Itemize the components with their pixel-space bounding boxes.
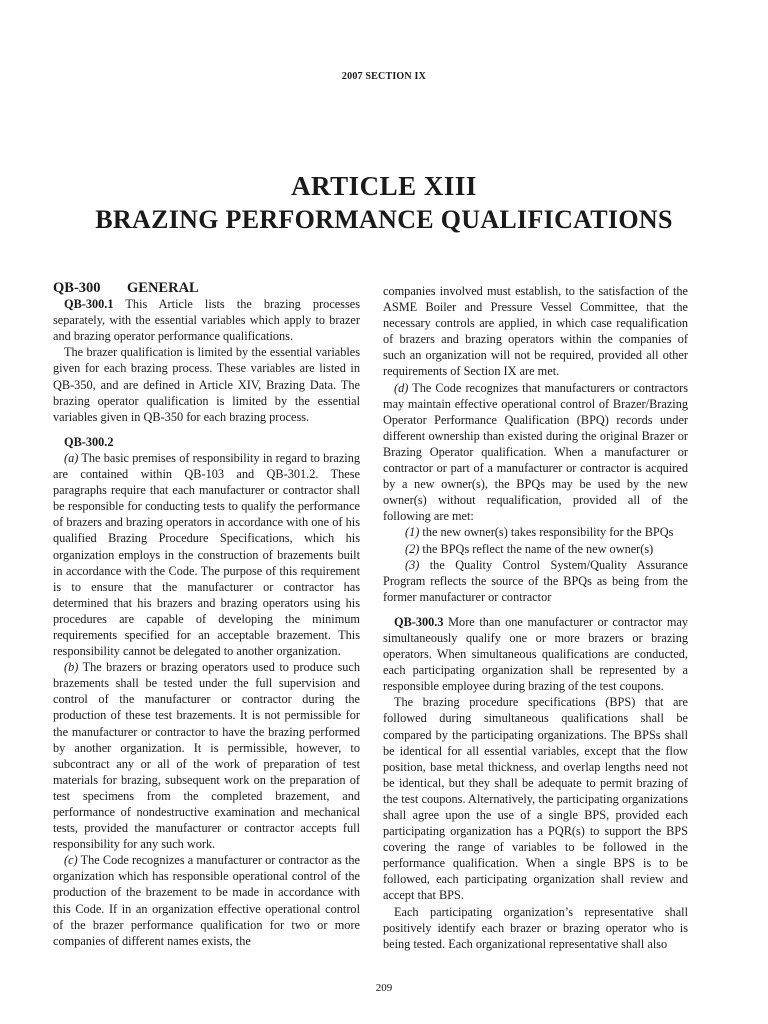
paragraph-text: The basic premises of responsibility in regard to brazing are contained within QB-103 and QB-301.2. These paragraphs require that each manufacturer or contractor shall be responsible for conducting tests to qualify the performance of brazers and brazing operators in accordance with one of his qualified Brazing Procedure Specifications, which his organization employs in the construction of brazements built in accordance with the Code. The purpose of this requirement is to ensure that the manufacturer or contractor has determined that his brazers and brazing operators using his procedures are capable of developing the minimum requirements specified for an acceptable brazement. This responsibility cannot be delegated to another organization. <box>53 450 360 659</box>
section-title: GENERAL <box>127 280 199 296</box>
paragraph-a <box>53 450 360 659</box>
section-number: QB-300 <box>53 280 101 296</box>
paragraph-text: More than one manufacturer or contractor may simultaneously qualify one or more brazers or brazing operators. When simultaneous qualifications are conducted, each participating organization shall be represented by a responsible employee during brazing of the test coupons. <box>383 614 688 694</box>
paragraph-b <box>53 659 360 852</box>
item-label: (3) <box>405 557 420 572</box>
paragraph-qb-300-1 <box>53 296 360 344</box>
subsection-heading: QB-300.2 <box>64 434 114 449</box>
paragraph-bps: The brazing procedure specifications (BPS) that are followed during simultaneous qualifications shall be compared by the participating organizations. The BPSs shall be identical for all essential variables, except that the flow position, base metal thickness, and overlap lengths need not be identical, but they shall be adequate to permit brazing of the test coupons. Alternatively, the participating organizations shall agree upon the use of a single BPS, provided each participating organization has a PQR(s) to support the BPS covering the range of variables to be followed in the performance qualification. When a single BPS is to be followed, each participating organization shall review and accept that BPS. <box>383 695 688 903</box>
item-label: (1) <box>405 525 420 540</box>
paragraph-text: The brazers or brazing operators used to produce such brazements shall be tested under the full supervision and control of the manufacturer or contractor during the production of these test brazements. It is not permissible for the manufacturer or contractor to have the brazing performed by another organization. It is permissible, however, to subcontract any or all of the work of preparation of test materials for brazing, subsequent work on the preparation of test specimens from the completed brazement, and performance of nondestructive examination and mechanical tests, provided the manufacturer or contractor accepts full responsibility for any such work. <box>53 660 360 852</box>
item-label: (2) <box>405 541 420 556</box>
running-head: 2007 SECTION IX <box>341 71 427 82</box>
article-number: ARTICLE XIII <box>291 171 477 201</box>
paragraph-brazer-qualification: The brazer qualification is limited by the essential variables given for each brazing process. These variables are listed in QB-350, and are defined in Article XIV, Brazing Data. The brazing operator qualification is limited by the essential variables given in QB-350 for each brazing process. <box>53 345 360 424</box>
article-title: BRAZING PERFORMANCE QUALIFICATIONS <box>95 205 673 234</box>
item-label: (b) <box>64 660 79 675</box>
paragraph-number: QB-300.1 <box>64 297 114 312</box>
paragraph-text: This Article lists the brazing processes separately, with the essential variables which apply to brazer and brazing operator performance qualifications. <box>53 297 360 344</box>
paragraph-text: The Code recognizes that manufacturers or contractors may maintain effective operational control of Brazer/Brazing Operator Performance Qualification (BPQ) records under different ownership than existed during the original Brazer or Brazing Operator qualification. When a manufacturer or contractor or part of a manufacturer or contractor is acquired by a new owner(s), the BPQs may be used by the new owner(s) without requalification, provided all of the following are met: <box>383 380 689 524</box>
item-label: (d) <box>394 380 409 395</box>
paragraph-d <box>383 380 688 525</box>
paragraph-qb-300-3 <box>383 614 688 694</box>
section-heading <box>53 280 360 296</box>
item-label: (a) <box>64 450 79 465</box>
right-column <box>383 283 688 952</box>
paragraph-c <box>53 852 360 949</box>
page-number: 209 <box>375 982 393 994</box>
item-text: the Quality Control System/Quality Assurance Program reflects the source of the BPQs as being from the former manufacturer or contractor <box>383 557 688 604</box>
paragraph-representative: Each participating organization’s representative shall positively identify each brazer or brazing operator who is being tested. Each organizational representative shall also <box>383 904 688 951</box>
paragraph-c-continued: companies involved must establish, to the satisfaction of the ASME Boiler and Pressure Vessel Committee, that the necessary controls are applied, in which case requalification of brazers and brazing operators within the companies of such an organization will not be required, provided all other requirements of Section IX are met. <box>383 284 688 379</box>
list-item <box>383 524 688 540</box>
item-text: the new owner(s) takes responsibility for the BPQs <box>422 525 674 540</box>
paragraph-text: The Code recognizes a manufacturer or contractor as the organization which has responsible operational control of the production of the brazement to be made in accordance with this Code. If in an organization effective operational control of the brazer performance qualification for two or more companies of different names exists, the <box>53 853 360 948</box>
list-item <box>383 557 688 605</box>
paragraph-number: QB-300.3 <box>394 614 444 629</box>
list-item <box>383 541 688 557</box>
item-text: the BPQs reflect the name of the new owner(s) <box>422 541 654 556</box>
left-column <box>53 280 360 949</box>
item-label: (c) <box>64 853 78 868</box>
